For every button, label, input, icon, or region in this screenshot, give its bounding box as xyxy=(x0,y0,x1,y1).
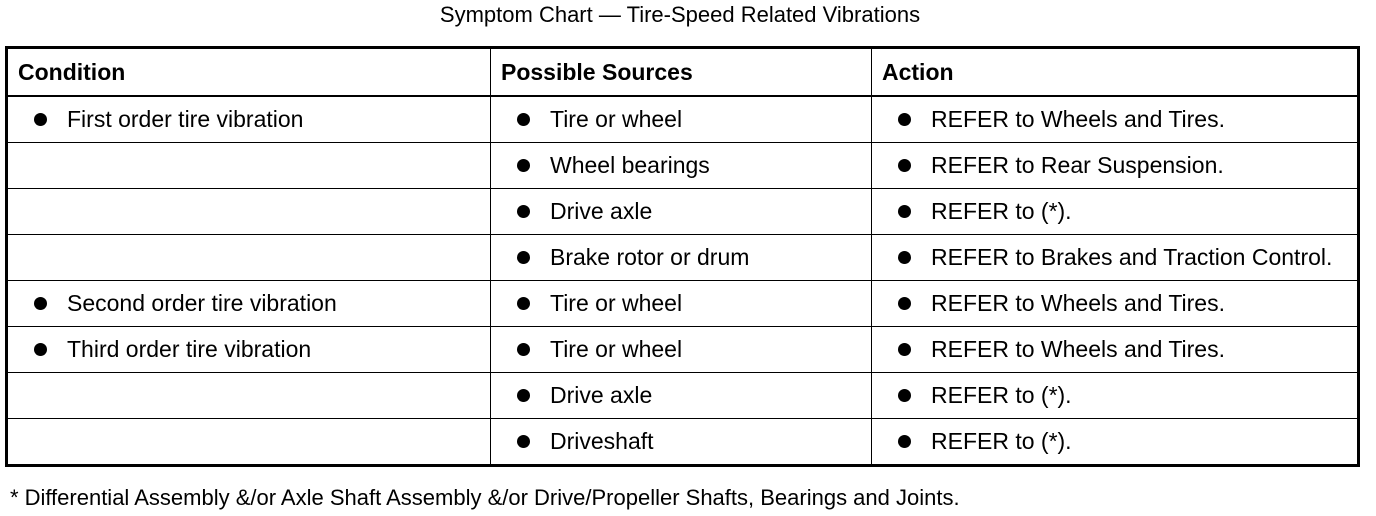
source-cell xyxy=(491,419,872,466)
action-cell xyxy=(872,281,1359,327)
header-possible-sources: Possible Sources xyxy=(491,48,872,97)
bullet-icon xyxy=(517,159,530,172)
action-cell xyxy=(872,96,1359,143)
table-row xyxy=(7,235,1359,281)
bullet-item xyxy=(882,244,1357,271)
table-row xyxy=(7,96,1359,143)
footnote-text: Differential Assembly &/or Axle Shaft Assembly &/or Drive/Propeller Shafts, Bearings and Joints. xyxy=(24,485,960,510)
bullet-icon xyxy=(34,343,47,356)
source-cell xyxy=(491,189,872,235)
source-text: Driveshaft xyxy=(550,428,654,454)
condition-text: Third order tire vibration xyxy=(67,336,312,362)
source-cell xyxy=(491,281,872,327)
source-text: Brake rotor or drum xyxy=(550,244,750,270)
condition-text: Second order tire vibration xyxy=(67,290,337,316)
bullet-item xyxy=(18,290,490,317)
action-text: REFER to (*). xyxy=(931,382,1072,408)
action-text: REFER to (*). xyxy=(931,428,1072,454)
condition-cell xyxy=(7,235,491,281)
bullet-item xyxy=(501,106,871,133)
chart-title: Symptom Chart — Tire-Speed Related Vibrations xyxy=(439,2,921,27)
action-text: REFER to Brakes and Traction Control. xyxy=(931,244,1333,270)
bullet-icon xyxy=(517,251,530,264)
bullet-item xyxy=(501,244,871,271)
condition-cell xyxy=(7,189,491,235)
source-text: Drive axle xyxy=(550,382,653,408)
bullet-item xyxy=(882,428,1357,455)
condition-cell xyxy=(7,327,491,373)
bullet-item xyxy=(501,336,871,363)
header-condition: Condition xyxy=(7,48,491,97)
bullet-item xyxy=(882,152,1357,179)
bullet-icon xyxy=(517,435,530,448)
table-row xyxy=(7,281,1359,327)
bullet-icon xyxy=(898,113,911,126)
action-text: REFER to Wheels and Tires. xyxy=(931,336,1225,362)
action-cell xyxy=(872,373,1359,419)
table-row xyxy=(7,189,1359,235)
bullet-icon xyxy=(898,343,911,356)
source-cell xyxy=(491,96,872,143)
footnote xyxy=(10,485,960,511)
bullet-item xyxy=(882,198,1357,225)
table-body xyxy=(7,96,1359,466)
source-cell xyxy=(491,373,872,419)
bullet-icon xyxy=(898,205,911,218)
action-text: REFER to (*). xyxy=(931,198,1072,224)
bullet-item xyxy=(18,106,490,133)
bullet-item xyxy=(882,290,1357,317)
bullet-item xyxy=(882,336,1357,363)
condition-cell xyxy=(7,373,491,419)
table-row xyxy=(7,419,1359,466)
bullet-icon xyxy=(517,205,530,218)
action-cell xyxy=(872,143,1359,189)
source-text: Tire or wheel xyxy=(550,290,683,316)
bullet-icon xyxy=(517,343,530,356)
bullet-item xyxy=(882,106,1357,133)
condition-cell xyxy=(7,143,491,189)
condition-cell xyxy=(7,281,491,327)
bullet-icon xyxy=(517,297,530,310)
bullet-item xyxy=(501,198,871,225)
action-text: REFER to Wheels and Tires. xyxy=(931,290,1225,316)
footnote-marker: * xyxy=(10,485,19,510)
condition-cell xyxy=(7,419,491,466)
bullet-icon xyxy=(898,297,911,310)
bullet-icon xyxy=(898,159,911,172)
bullet-icon xyxy=(898,435,911,448)
symptom-table xyxy=(5,46,1360,467)
bullet-icon xyxy=(517,389,530,402)
action-cell xyxy=(872,419,1359,466)
source-text: Tire or wheel xyxy=(550,106,683,132)
source-text: Wheel bearings xyxy=(550,152,710,178)
bullet-item xyxy=(501,428,871,455)
source-text: Drive axle xyxy=(550,198,653,224)
table-row xyxy=(7,327,1359,373)
bullet-icon xyxy=(898,251,911,264)
action-text: REFER to Wheels and Tires. xyxy=(931,106,1225,132)
bullet-item xyxy=(882,382,1357,409)
header-action: Action xyxy=(872,48,1359,97)
source-text: Tire or wheel xyxy=(550,336,683,362)
action-text: REFER to Rear Suspension. xyxy=(931,152,1224,178)
bullet-item xyxy=(501,382,871,409)
condition-text: First order tire vibration xyxy=(67,106,304,132)
condition-cell xyxy=(7,96,491,143)
bullet-item xyxy=(501,290,871,317)
table-row xyxy=(7,373,1359,419)
action-cell xyxy=(872,189,1359,235)
source-cell xyxy=(491,143,872,189)
bullet-icon xyxy=(898,389,911,402)
bullet-icon xyxy=(517,113,530,126)
bullet-item xyxy=(18,336,490,363)
bullet-item xyxy=(501,152,871,179)
table-row xyxy=(7,143,1359,189)
bullet-icon xyxy=(34,113,47,126)
table-header-row xyxy=(7,48,1359,97)
bullet-icon xyxy=(34,297,47,310)
action-cell xyxy=(872,235,1359,281)
action-cell xyxy=(872,327,1359,373)
source-cell xyxy=(491,327,872,373)
source-cell xyxy=(491,235,872,281)
